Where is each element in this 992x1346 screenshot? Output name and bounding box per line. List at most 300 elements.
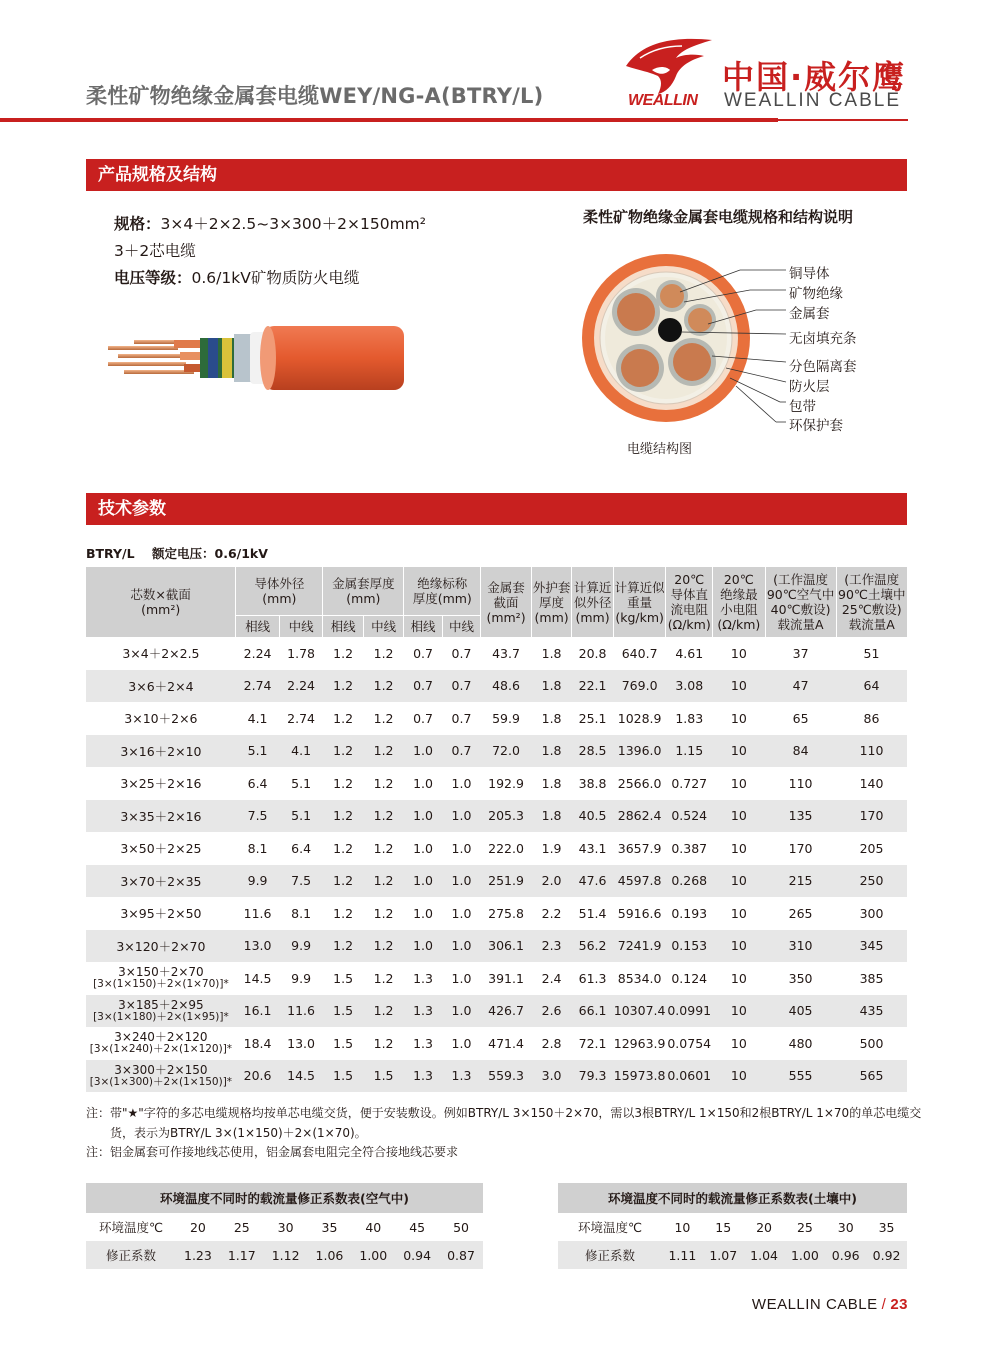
- cell-area: 205.3: [481, 800, 532, 833]
- cell-i1: 1.3: [404, 995, 442, 1028]
- cell-wt: 12963.9: [613, 1035, 666, 1051]
- cell-soil: 140: [859, 775, 884, 791]
- cell-spec: [86, 1027, 236, 1060]
- header-outer-diameter: 计算近似外径 (mm): [572, 567, 614, 637]
- spec-line-1: [114, 212, 426, 234]
- cell-ir: 10: [730, 645, 747, 661]
- cell-od: 38.8: [578, 775, 607, 791]
- temperature-value: 20: [756, 1219, 773, 1235]
- cell-c2: 2.74: [287, 710, 315, 726]
- table-row: [86, 865, 907, 898]
- spec-main: 3×185＋2×95: [118, 997, 204, 1012]
- cell-c2: 5.1: [279, 800, 323, 833]
- cell-c1: 7.5: [236, 800, 280, 833]
- cell-i2: 0.7: [451, 645, 472, 661]
- cell-ir: 10: [730, 905, 747, 921]
- cell-c1: 6.4: [247, 775, 268, 791]
- table-row: [86, 1060, 907, 1093]
- cell-soil: 565: [836, 1060, 907, 1093]
- cell-spec: [86, 962, 236, 995]
- cell-air: 265: [788, 905, 813, 921]
- header-insulation: 绝缘标称 厚度(mm): [404, 567, 481, 615]
- factor-value: 1.04: [744, 1241, 785, 1269]
- cell-outer: 1.8: [531, 670, 571, 703]
- header-phase: 相线: [236, 615, 280, 637]
- cell-spec: 3×16＋2×10: [86, 735, 236, 768]
- cell-soil: 170: [836, 800, 907, 833]
- cell-wt: 1396.0: [613, 735, 666, 768]
- cell-c2: 2.24: [279, 670, 323, 703]
- header-sheath-area: 金属套截面 (mm²): [481, 567, 532, 637]
- header-divider: [0, 118, 778, 122]
- factor-value: 1.23: [176, 1241, 220, 1269]
- table-row: [86, 995, 907, 1028]
- document-title: 柔性矿物绝缘金属套电缆WEY/NG-A(BTRY/L): [86, 84, 544, 108]
- cell-s2: 1.2: [373, 645, 394, 661]
- factor-value: 0.87: [439, 1241, 483, 1269]
- cell-i2: 0.7: [442, 735, 480, 768]
- cell-od: 43.1: [578, 840, 607, 856]
- cell-area: 559.3: [481, 1060, 532, 1093]
- spec-main: 3×300＋2×150: [114, 1062, 208, 1077]
- table-row: [86, 637, 907, 670]
- cell-wt: 10307.4: [613, 995, 666, 1028]
- header-neutral: 中线: [279, 615, 323, 637]
- logo-english-name: WEALLIN CABLE: [724, 90, 901, 111]
- cell-dcr: 0.193: [671, 905, 708, 921]
- cell-c2: 8.1: [291, 905, 312, 921]
- cell-i1: 1.0: [404, 930, 442, 963]
- cell-i1: 1.3: [413, 1035, 433, 1051]
- spec-main: 3×240＋2×120: [114, 1030, 208, 1045]
- spec-single-core: [3×(1×240)＋2×(1×120)]*: [89, 1043, 233, 1056]
- cell-s1: 1.2: [323, 735, 363, 768]
- cell-wt: 2862.4: [613, 800, 666, 833]
- cell-c2: 4.1: [279, 735, 323, 768]
- cell-od: 51.4: [578, 905, 607, 921]
- table-row: [86, 962, 907, 995]
- temperature-value: 20: [189, 1219, 206, 1235]
- cell-c2: 5.1: [291, 775, 312, 791]
- cell-s1: 1.2: [333, 710, 354, 726]
- spec-single-core: [3×(1×180)＋2×(1×95)]*: [93, 1010, 229, 1023]
- cell-air: 350: [788, 970, 813, 986]
- cell-s2: 1.2: [373, 840, 394, 856]
- cell-i2: 1.3: [442, 1060, 480, 1093]
- header-phase: 相线: [323, 615, 363, 637]
- cell-dcr: 1.15: [666, 735, 713, 768]
- cell-s2: 1.2: [373, 970, 394, 986]
- factor-value: 1.00: [784, 1241, 825, 1269]
- cell-area: 72.0: [481, 735, 532, 768]
- cell-air: 480: [788, 1035, 813, 1051]
- cell-s2: 1.5: [363, 1060, 403, 1093]
- page-footer: [752, 1296, 908, 1313]
- header-dc-resistance: 20℃导体直流电阻 (Ω/km): [666, 567, 713, 637]
- cell-air: 555: [765, 1060, 836, 1093]
- cell-c1: 5.1: [236, 735, 280, 768]
- cell-outer: 2.4: [541, 970, 562, 986]
- cell-i2: 1.0: [451, 1035, 472, 1051]
- cell-s2: 1.2: [363, 865, 403, 898]
- cell-s2: 1.2: [363, 670, 403, 703]
- factor-value: 1.11: [662, 1241, 703, 1269]
- table-row: [86, 767, 907, 800]
- correction-table-air: [86, 1183, 483, 1269]
- cell-ir: 10: [730, 775, 747, 791]
- header-neutral: 中线: [363, 615, 403, 637]
- factor-value: 1.17: [220, 1241, 264, 1269]
- cell-outer: 2.0: [531, 865, 571, 898]
- temperature-value: 25: [233, 1219, 250, 1235]
- spec-label: 规格：: [114, 215, 161, 233]
- cell-air: 405: [765, 995, 836, 1028]
- cell-i1: 1.3: [404, 1060, 442, 1093]
- cell-s2: 1.2: [363, 930, 403, 963]
- cell-i1: 1.0: [413, 775, 433, 791]
- cell-dcr: 0.268: [666, 865, 713, 898]
- temperature-value: 50: [453, 1219, 469, 1235]
- temperature-value: 40: [365, 1219, 382, 1235]
- note-2: 注：铝金属套可作接地线芯使用，铝金属套电阻完全符合接地线芯要求: [86, 1145, 459, 1159]
- cell-wt: 15973.8: [613, 1060, 666, 1093]
- temperature-value: 25: [796, 1219, 813, 1235]
- cell-area: 275.8: [488, 905, 524, 921]
- model-name: BTRY/L: [86, 546, 135, 561]
- cell-i1: 1.0: [404, 800, 442, 833]
- cell-i1: 0.7: [413, 645, 433, 661]
- cell-soil: 110: [836, 735, 907, 768]
- spec-single-core: [3×(1×150)＋2×(1×70)]*: [93, 978, 229, 991]
- cell-soil: 500: [859, 1035, 884, 1051]
- cell-ir: 10: [730, 970, 747, 986]
- spec-line-3: [114, 266, 359, 288]
- diagram-label-7: 包带: [789, 399, 816, 415]
- cell-dcr: 1.83: [675, 710, 704, 726]
- cell-c1: 13.0: [236, 930, 280, 963]
- factor-value: 1.00: [351, 1241, 395, 1269]
- cell-c2: 7.5: [279, 865, 323, 898]
- voltage-label: 电压等级：: [114, 269, 192, 287]
- cell-outer: 2.6: [531, 995, 571, 1028]
- cell-od: 20.8: [578, 645, 607, 661]
- cell-air: 170: [788, 840, 813, 856]
- section-title-spec: 产品规格及结构: [86, 159, 907, 191]
- cell-c1: 11.6: [243, 905, 272, 921]
- temperature-value: 45: [409, 1219, 426, 1235]
- table-row: [86, 897, 907, 930]
- footer-brand: WEALLIN: [751, 1296, 822, 1313]
- header-outer-sheath: 外护套厚度 (mm): [531, 567, 571, 637]
- cell-od: 25.1: [578, 710, 607, 726]
- logo-chinese-name: 中国·威尔鹰: [722, 58, 907, 96]
- factor-value: 1.06: [308, 1241, 352, 1269]
- cell-dcr: 0.0991: [666, 995, 713, 1028]
- factor-value: 1.12: [264, 1241, 308, 1269]
- cell-outer: 1.8: [541, 775, 562, 791]
- temperature-value: 15: [715, 1219, 732, 1235]
- cell-area: 48.6: [481, 670, 532, 703]
- cell-c1: 16.1: [236, 995, 280, 1028]
- factor-value: 0.94: [395, 1241, 439, 1269]
- header-core: 芯数×截面 (mm²): [86, 567, 236, 637]
- spec-value: 3×4＋2×2.5~3×300＋2×150mm²: [160, 215, 426, 233]
- header-ampacity-air: (工作温度90℃空气中40℃敷设) 载流量A: [765, 567, 836, 637]
- cell-s2: 1.2: [373, 710, 394, 726]
- cell-od: 72.1: [578, 1035, 607, 1051]
- cell-ir: 10: [713, 930, 766, 963]
- cell-s1: 1.2: [323, 930, 363, 963]
- cell-air: 215: [765, 865, 836, 898]
- cell-ir: 10: [713, 735, 766, 768]
- cell-area: 391.1: [488, 970, 524, 986]
- correction-table-soil: [558, 1183, 907, 1269]
- cell-od: 56.2: [572, 930, 614, 963]
- technical-parameters-table: [86, 567, 907, 1092]
- cell-od: 28.5: [572, 735, 614, 768]
- cell-i2: 1.0: [451, 905, 472, 921]
- cell-s1: 1.2: [323, 670, 363, 703]
- cell-s2: 1.2: [363, 735, 403, 768]
- cell-dcr: 0.0754: [667, 1035, 712, 1051]
- header-divider-thin: [778, 119, 908, 121]
- cell-i2: 1.0: [442, 995, 480, 1028]
- cell-c2: 1.78: [287, 645, 315, 661]
- cell-c1: 4.1: [247, 710, 268, 726]
- table-row: [86, 800, 907, 833]
- cell-wt: 769.0: [613, 670, 666, 703]
- temperature-value: 35: [878, 1219, 895, 1235]
- diagram-label-4: 无卤填充条: [789, 331, 857, 347]
- cell-c1: 18.4: [243, 1035, 272, 1051]
- cell-ir: 10: [730, 1035, 747, 1051]
- cell-outer: 2.2: [541, 905, 562, 921]
- cell-od: 61.3: [578, 970, 607, 986]
- cell-s1: 1.2: [333, 645, 354, 661]
- cell-i2: 1.0: [442, 800, 480, 833]
- cell-outer: 1.8: [531, 735, 571, 768]
- cell-od: 79.3: [572, 1060, 614, 1093]
- cell-s2: 1.2: [363, 800, 403, 833]
- cell-air: 47: [765, 670, 836, 703]
- cell-outer: 2.8: [541, 1035, 562, 1051]
- diagram-title: 柔性矿物绝缘金属套电缆规格和结构说明: [583, 208, 854, 226]
- cell-ir: 10: [713, 1060, 766, 1093]
- cell-c1: 9.9: [236, 865, 280, 898]
- cell-soil: 345: [836, 930, 907, 963]
- cell-i2: 0.7: [451, 710, 472, 726]
- cell-air: 37: [792, 645, 809, 661]
- table-row: [86, 735, 907, 768]
- header-weight: 计算近似重量 (kg/km): [613, 567, 666, 637]
- footer-separator: /: [881, 1296, 887, 1313]
- cell-ir: 10: [730, 840, 747, 856]
- note-1-cont: 货，表示为BTRY/L 3×(1×150)＋2×(1×70)。: [110, 1126, 367, 1140]
- cell-area: 426.7: [481, 995, 532, 1028]
- row-label-temperature: 环境温度℃: [98, 1220, 164, 1235]
- table-row: [86, 1027, 907, 1060]
- footer-brand-2: CABLE: [825, 1296, 878, 1313]
- cell-s2: 1.2: [373, 775, 394, 791]
- cell-i1: 1.0: [404, 735, 442, 768]
- cell-air: 110: [788, 775, 813, 791]
- cell-s1: 1.2: [333, 905, 354, 921]
- cell-i2: 1.0: [442, 865, 480, 898]
- factor-value: 0.96: [825, 1241, 866, 1269]
- cell-c2: 9.9: [291, 970, 312, 986]
- cell-outer: 2.3: [531, 930, 571, 963]
- cell-spec: 3×95＋2×50: [120, 906, 202, 922]
- cell-soil: 385: [859, 970, 884, 986]
- header-insulation-resistance: 20℃绝缘最小电阻 (Ω/km): [713, 567, 766, 637]
- cell-spec: 3×120＋2×70: [86, 930, 236, 963]
- cell-i2: 0.7: [442, 670, 480, 703]
- spec-single-core: [3×(1×300)＋2×(1×150)]*: [89, 1075, 233, 1088]
- cell-dcr: 4.61: [675, 645, 704, 661]
- table-caption: [86, 544, 268, 562]
- cell-area: 59.9: [492, 710, 520, 726]
- cell-i2: 1.0: [451, 840, 472, 856]
- correction-air-title: 环境温度不同时的载流量修正系数表(空气中): [86, 1183, 483, 1213]
- cell-c2: 14.5: [279, 1060, 323, 1093]
- cell-air: 84: [765, 735, 836, 768]
- cell-i2: 1.0: [442, 930, 480, 963]
- header-sheath: 金属套厚度 (mm): [323, 567, 404, 615]
- cell-spec: 3×6＋2×4: [86, 670, 236, 703]
- cell-s1: 1.2: [333, 775, 354, 791]
- cell-area: 43.7: [492, 645, 520, 661]
- cell-c2: 11.6: [279, 995, 323, 1028]
- temperature-value: 10: [674, 1219, 691, 1235]
- cell-i1: 1.0: [413, 905, 433, 921]
- cell-i2: 1.0: [451, 970, 472, 986]
- cell-i1: 1.0: [413, 840, 433, 856]
- cell-spec: 3×4＋2×2.5: [122, 646, 200, 662]
- row-label-temperature: 环境温度℃: [577, 1220, 643, 1235]
- spec-main: 3×150＋2×70: [118, 965, 204, 980]
- note-1: 注：带"★"字符的多芯电缆规格均按单芯电缆交货，便于安装敷设。例如BTRY/L 3×150＋2×70，需以3根BTRY/L 1×150和2根BTRY/L 1×70的单芯电缆交: [86, 1106, 922, 1120]
- cell-outer: 1.9: [541, 840, 562, 856]
- cell-wt: 2566.0: [617, 775, 662, 791]
- cell-wt: 3657.9: [617, 840, 662, 856]
- table-row: [86, 670, 907, 703]
- cell-ir: 10: [730, 710, 747, 726]
- cell-c1: 8.1: [247, 840, 268, 856]
- cell-dcr: 0.524: [666, 800, 713, 833]
- cell-soil: 300: [859, 905, 884, 921]
- cell-soil: 64: [836, 670, 907, 703]
- cell-c2: 6.4: [291, 840, 312, 856]
- cell-area: 222.0: [488, 840, 524, 856]
- cell-c1: 2.24: [243, 645, 272, 661]
- cell-s1: 1.2: [333, 840, 354, 856]
- diagram-label-6: 防火层: [789, 379, 830, 395]
- cell-spec: 3×10＋2×6: [124, 711, 198, 727]
- header-conductor: 导体外径 (mm): [236, 567, 323, 615]
- logo-wordmark: WEALLIN: [628, 92, 698, 109]
- temperature-value: 30: [277, 1219, 294, 1235]
- table-row: [86, 930, 907, 963]
- cell-s2: 1.2: [373, 905, 394, 921]
- cell-area: 306.1: [481, 930, 532, 963]
- cell-s1: 1.2: [323, 865, 363, 898]
- cell-s1: 1.5: [323, 1060, 363, 1093]
- cell-spec: 3×25＋2×16: [120, 776, 202, 792]
- cell-outer: 3.0: [531, 1060, 571, 1093]
- cell-c1: 14.5: [243, 970, 272, 986]
- header-ampacity-soil: (工作温度90℃土壤中25℃敷设) 载流量A: [836, 567, 907, 637]
- cell-wt: 8534.0: [617, 970, 662, 986]
- cell-i1: 1.3: [413, 970, 433, 986]
- factor-value: 1.07: [703, 1241, 744, 1269]
- cell-wt: 4597.8: [613, 865, 666, 898]
- cell-soil: 51: [863, 645, 880, 661]
- cell-soil: 250: [836, 865, 907, 898]
- cell-i1: 1.0: [404, 865, 442, 898]
- cell-soil: 86: [863, 710, 880, 726]
- cell-s1: 1.5: [333, 1035, 354, 1051]
- cell-spec: 3×70＋2×35: [86, 865, 236, 898]
- cell-i2: 1.0: [451, 775, 472, 791]
- cell-air: 135: [765, 800, 836, 833]
- cell-s1: 1.2: [323, 800, 363, 833]
- cell-od: 66.1: [572, 995, 614, 1028]
- cell-wt: 1028.9: [617, 710, 662, 726]
- diagram-label-5: 分色隔离套: [789, 359, 857, 375]
- cell-i1: 0.7: [413, 710, 433, 726]
- diagram-caption: 电缆结构图: [627, 442, 693, 457]
- cell-dcr: 0.124: [671, 970, 708, 986]
- header-phase: 相线: [404, 615, 442, 637]
- cell-wt: 640.7: [621, 645, 658, 661]
- section-title-tech: 技术参数: [86, 493, 907, 525]
- cell-ir: 10: [713, 670, 766, 703]
- table-row: [86, 832, 907, 865]
- temperature-value: 30: [837, 1219, 854, 1235]
- cell-wt: 5916.6: [617, 905, 662, 921]
- cell-outer: 1.8: [531, 800, 571, 833]
- cell-soil: 205: [859, 840, 884, 856]
- cell-s2: 1.2: [373, 1035, 394, 1051]
- cell-air: 310: [765, 930, 836, 963]
- eagle-logo-icon: [622, 36, 714, 98]
- cell-outer: 1.8: [541, 645, 562, 661]
- cell-area: 192.9: [488, 775, 524, 791]
- cell-area: 471.4: [488, 1035, 524, 1051]
- voltage-value: 0.6/1kV矿物质防火电缆: [191, 269, 360, 287]
- header-neutral: 中线: [442, 615, 480, 637]
- diagram-label-3: 金属套: [789, 306, 830, 322]
- cell-i1: 0.7: [404, 670, 442, 703]
- diagram-label-8: 环保护套: [789, 418, 843, 434]
- cell-ir: 10: [713, 800, 766, 833]
- cell-ir: 10: [713, 865, 766, 898]
- cell-od: 40.5: [572, 800, 614, 833]
- cell-spec: 3×50＋2×25: [120, 841, 202, 857]
- cell-c2: 13.0: [287, 1035, 315, 1051]
- spec-line-2: 3＋2芯电缆: [114, 242, 196, 260]
- cell-spec: [86, 995, 236, 1028]
- temperature-value: 35: [321, 1219, 338, 1235]
- table-row: [86, 702, 907, 735]
- cell-air: 65: [792, 710, 809, 726]
- cell-dcr: 3.08: [666, 670, 713, 703]
- diagram-label-2: 矿物绝缘: [789, 286, 843, 302]
- row-label-factor: 修正系数: [558, 1241, 662, 1269]
- cell-ir: 10: [713, 995, 766, 1028]
- cell-od: 22.1: [572, 670, 614, 703]
- cell-dcr: 0.727: [671, 775, 708, 791]
